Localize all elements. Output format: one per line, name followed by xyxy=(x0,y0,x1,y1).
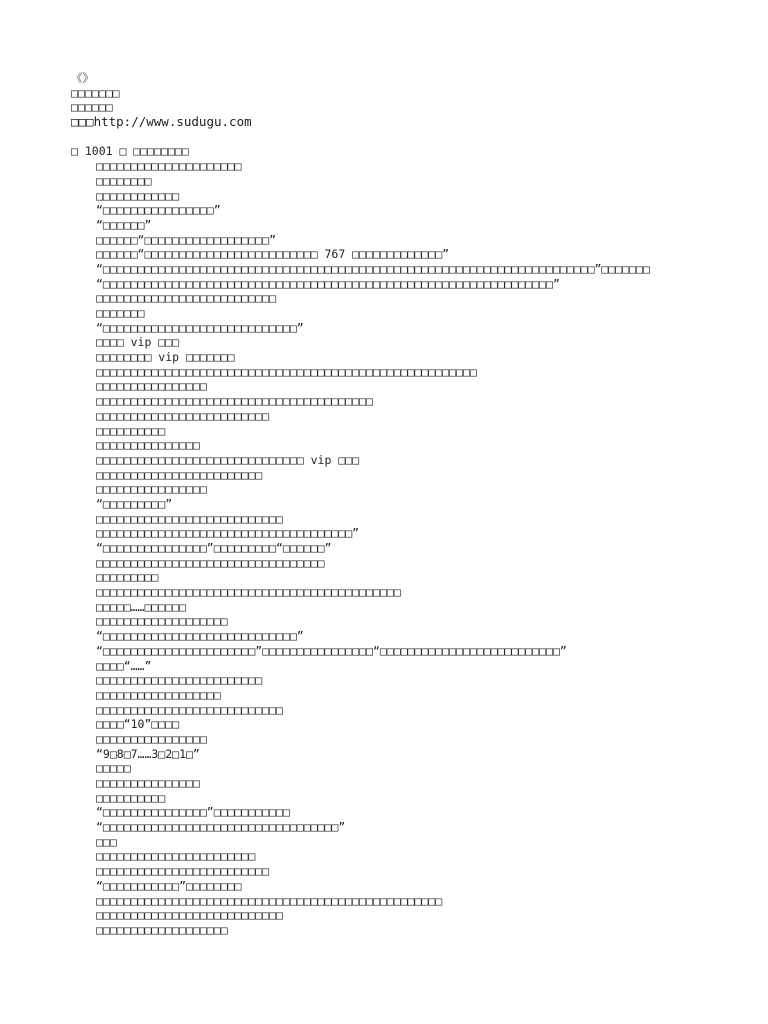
paragraph-line: □□□□□□□□□□□□□□□□□□□□□□□□□□□□□□□□□ xyxy=(96,555,325,570)
paragraph-line: □□□□□□“□□□□□□□□□□□□□□□□□□” xyxy=(96,232,277,247)
paragraph-line: □□□□□□□□□□□□□□□□□□□□□□□□ xyxy=(96,673,263,688)
paragraph-line: “□□□□□□□□□□□”□□□□□□□□ xyxy=(96,878,242,893)
paragraph-line: “□□□□□□” xyxy=(96,217,152,232)
paragraph-line: □□□□“……” xyxy=(96,658,152,673)
paragraph-line: “□□□□□□□□□□□□□□□”□□□□□□□□□“□□□□□□” xyxy=(96,541,332,555)
paragraph-line: □□□□□□□□□□□□□□□□□□□□□ xyxy=(96,159,242,174)
chapter-heading: □ 1001 □ □□□□□□□□ xyxy=(71,144,189,159)
paragraph-line: □□□□□□□□ xyxy=(96,173,152,188)
paragraph-line: “□□□□□□□□□□□□□□□□□□□□□□□□□□□□” xyxy=(96,320,304,335)
paragraph-line: □□□□□□□□□□□□□□□□□□□□□□□□□□□ xyxy=(96,908,283,923)
paragraph-line: □□□□□□□□□□□□□□□□□□□□□□□□□□□□□□ vip □□□ xyxy=(96,452,360,467)
paragraph-line: “□□□□□□□□□□□□□□□□□□□□□□□□□□□□□□□□□□” xyxy=(96,820,346,835)
paragraph-line: □□□□□□□□□□□□□□□□□□□□□□□□□□□□□□□□□□□□□□□□□□□□□□□□□□□□□□□ xyxy=(96,364,477,379)
paragraph-line: “□□□□□□□□□□□□□□□”□□□□□□□□□□□ xyxy=(96,805,290,820)
book-subtitle: □□□□□□□ xyxy=(71,85,120,100)
paragraph-line: □□□□□□□□□□□□□□□□ xyxy=(96,379,207,394)
paragraph-line: “□□□□□□□□□□□□□□□□□□□□□□□□□□□□□□□□□□□□□□□□□□□□□□□□□□□□□□□□□□□□□□□□□□□□□□□”□□□□□□□ xyxy=(96,261,650,276)
paragraph-line: □□□□□□□□□□□□□□□□□□□□□□□□□ xyxy=(96,408,270,423)
paragraph-line: □□□□□□□□□□□□□□□□□□□□□□□ xyxy=(96,849,256,864)
paragraph-line: “□□□□□□□□□□□□□□□□□□□□□□”□□□□□□□□□□□□□□□□“□□□□□□□□□□□□□□□□□□□□□□□□□□” xyxy=(96,643,567,658)
paragraph-line: □□□□□□□□□□ xyxy=(96,423,166,438)
paragraph-line: “□□□□□□□□□□□□□□□□” xyxy=(96,203,221,218)
paragraph-line: “□□□□□□□□□” xyxy=(96,496,173,511)
spacer xyxy=(71,130,748,145)
paragraph-line: □□□□□□□□□□□□□□□□□□□□□□□□□□□ xyxy=(96,702,283,717)
paragraph-line: “□□□□□□□□□□□□□□□□□□□□□□□□□□□□□□□□□□□□□□□□□□□□□□□□□□□□□□□□□□□□□□□□□” xyxy=(96,276,560,291)
paragraph-line: □□□□□□□□□□□□□□□□□□□□□□□□ xyxy=(96,467,263,482)
paragraph-line: □□□□□□□□□□□□□□□□ xyxy=(96,482,207,497)
paragraph-line: □□□□□□□□□□□□□□□□□□□□□□□□□□□□□□□□□□□□□□□□□□□□□□□□□□ xyxy=(96,893,443,908)
paragraph-line: □□□□□……□□□□□□ xyxy=(96,599,187,614)
paragraph-line: □□□□□□“□□□□□□□□□□□□□□□□□□□□□□□□□ 767 □□□□□□□□□□□□□” xyxy=(96,247,450,262)
source-url: □□□http://www.sudugu.com xyxy=(71,115,252,130)
paragraph-line: □□□ xyxy=(96,834,117,849)
paragraph-line: □□□□“10”□□□□ xyxy=(96,717,180,732)
paragraph-line: □□□□□□□□□□□□□□□□□□□ xyxy=(96,922,228,937)
paragraph-line: □□□□□□□□□□□□□□□□□□□□□□□□□ xyxy=(96,864,270,879)
paragraph-line: □□□□□□□□□□ xyxy=(96,790,166,805)
paragraph-line: □□□□□ xyxy=(96,761,131,776)
paragraph-line: □□□□□□□□□ xyxy=(96,570,159,585)
paragraph-line: □□□□□□□ xyxy=(96,306,145,320)
book-title: 《》 xyxy=(71,71,94,85)
paragraph-line: □□□□□□□□□□□□□□□□□□□□□□□□□□□□□□□□□□□□□” xyxy=(96,526,360,541)
paragraph-line: □□□□□□□□ vip □□□□□□□ xyxy=(96,350,235,365)
paragraph-line: “□□□□□□□□□□□□□□□□□□□□□□□□□□□□” xyxy=(96,629,304,644)
paragraph-line: □□□□□□□□□□□□□□□□□□□ xyxy=(96,614,228,629)
paragraph-line: □□□□□□□□□□□□□□□□□□□□□□□□□□□ xyxy=(96,511,283,526)
paragraph-line: □□□□□□□□□□□□□□□□□□□□□□□□□□□□□□□□□□□□□□□□□□□□ xyxy=(96,585,401,600)
paragraph-line: □□□□□□□□□□□□□□□□□□□□□□□□□□□□□□□□□□□□□□□□ xyxy=(96,394,373,409)
paragraph-line: □□□□□□□□□□□□ xyxy=(96,188,180,203)
paragraph-line: □□□□□□□□□□□□□□□□□□ xyxy=(96,687,221,702)
paragraph-line: □□□□□□□□□□□□□□□□□□□□□□□□□□ xyxy=(96,291,277,306)
paragraph-line: “9□8□7……3□2□1□” xyxy=(96,746,200,761)
paragraph-line: □□□□□□□□□□□□□□□ xyxy=(96,776,200,790)
paragraph-line: □□□□ vip □□□ xyxy=(96,335,180,350)
paragraph-line: □□□□□□□□□□□□□□□□ xyxy=(96,731,207,746)
book-author: □□□□□□ xyxy=(71,100,113,115)
paragraph-line: □□□□□□□□□□□□□□□ xyxy=(96,438,200,453)
document-page xyxy=(71,71,748,938)
chapter-body xyxy=(71,159,748,937)
